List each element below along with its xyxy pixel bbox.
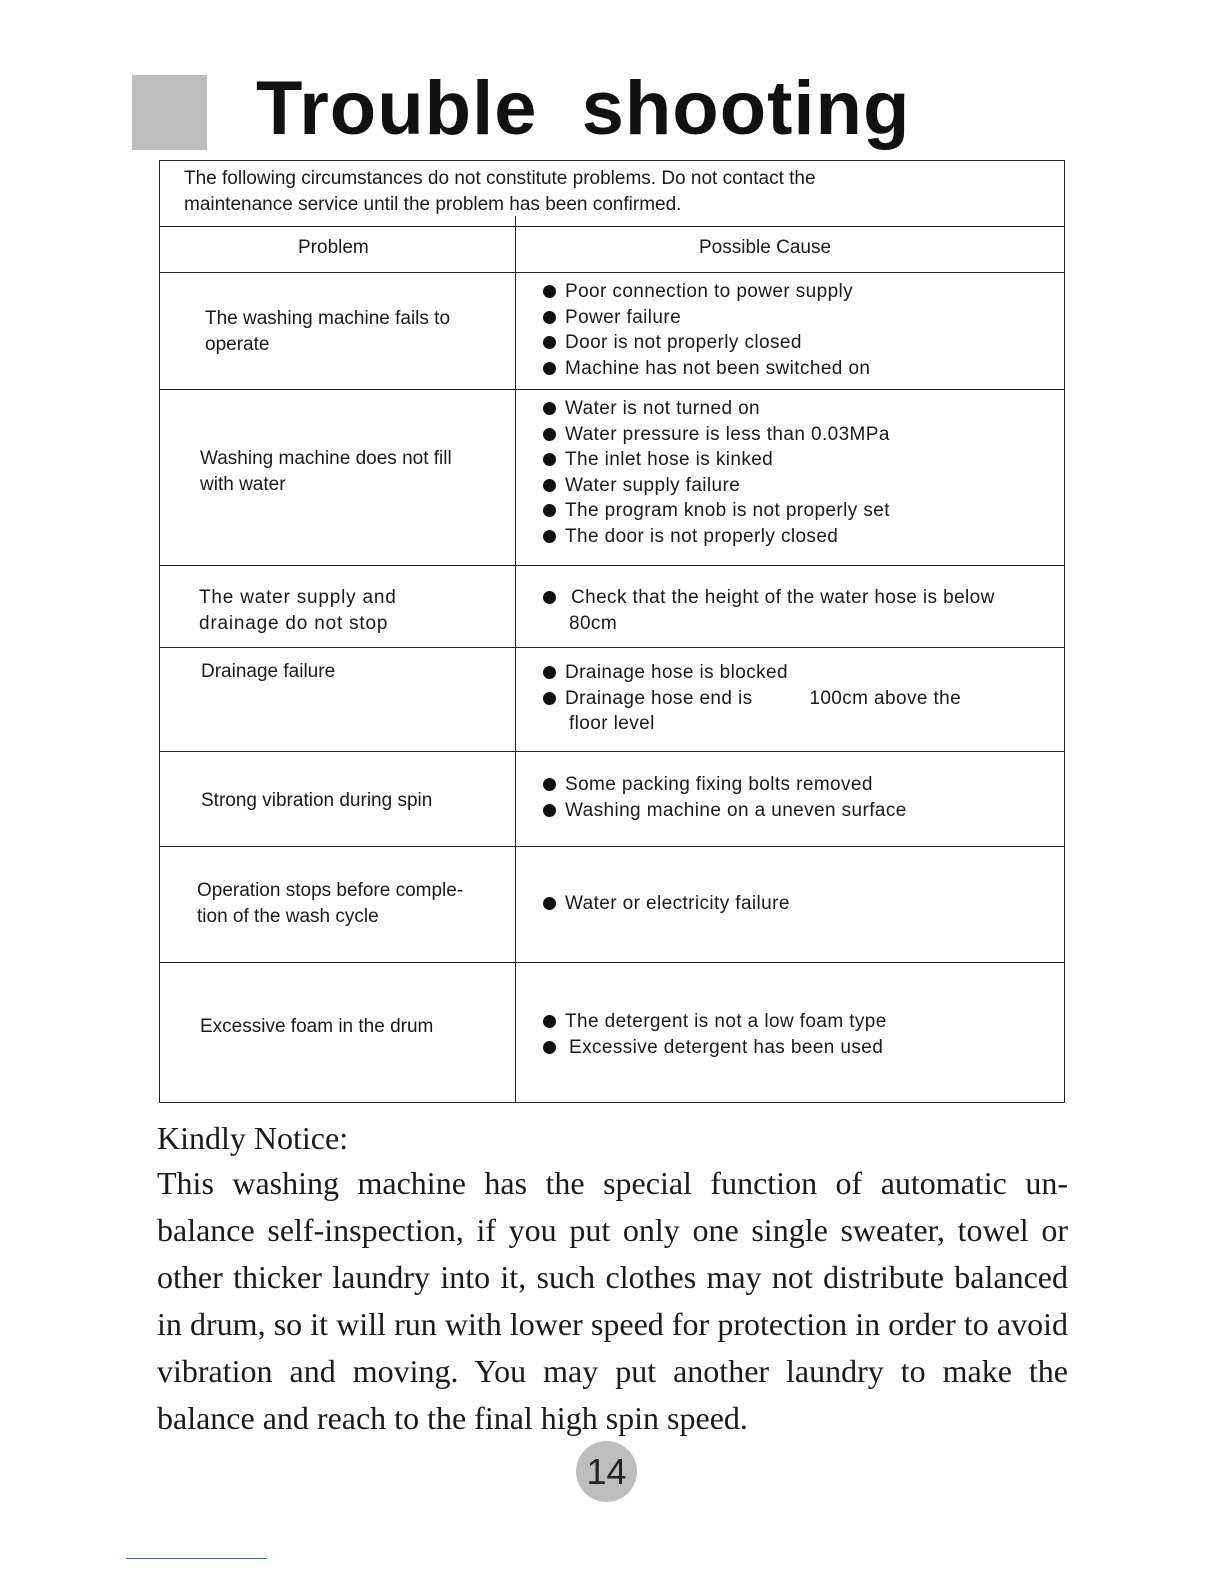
bullet-icon: [543, 1041, 556, 1054]
page-title: Trouble shooting: [256, 66, 911, 151]
bullet-icon: [543, 311, 556, 324]
bullet-icon: [543, 692, 556, 705]
cause-list: [543, 772, 907, 823]
problem-text: Excessive foam in the drum: [200, 1016, 434, 1037]
problem-cell: [200, 446, 452, 498]
notice-heading: Kindly Notice:: [157, 1120, 349, 1156]
problem-cell: [201, 788, 432, 814]
cause-item: [543, 447, 890, 473]
problem-text: with water: [200, 474, 286, 495]
intro-line-2: maintenance service until the problem has been confirmed.: [184, 194, 682, 215]
cause-continuation: floor level: [569, 713, 655, 734]
cause-list: [543, 396, 890, 549]
cause-text: Machine has not been switched on: [565, 357, 871, 379]
cause-text: The inlet hose is kinked: [565, 449, 774, 470]
row-divider: [160, 962, 1064, 963]
bullet-icon: [543, 428, 556, 441]
problem-cell: [200, 1014, 433, 1040]
cause-item: [543, 396, 890, 422]
troubleshooting-table: [159, 160, 1065, 1103]
problem-cell: [197, 878, 463, 930]
cause-item: [543, 473, 890, 499]
header-possible-cause: Possible Cause: [699, 237, 832, 258]
cause-text: Door is not properly closed: [565, 332, 802, 353]
cause-list: [543, 891, 790, 917]
bullet-icon: [543, 778, 556, 791]
cause-item: [543, 798, 907, 824]
problem-cell: [201, 659, 335, 685]
bullet-icon: [543, 897, 556, 910]
row-divider: [160, 647, 1064, 648]
cause-text: Power failure: [565, 306, 682, 328]
cause-list: [543, 1009, 887, 1060]
intro-line-1: The following circumstances do not constitute problems. Do not contact the: [184, 168, 816, 189]
cause-item: [543, 686, 961, 712]
bullet-icon: [543, 591, 556, 604]
cause-text: Washing machine on a uneven surface: [565, 799, 907, 821]
title-square-decoration: [132, 75, 207, 150]
bullet-icon: [543, 362, 556, 375]
table-intro: [160, 161, 1064, 227]
problem-text: drainage do not stop: [199, 613, 389, 634]
problem-text: The washing machine fails to: [205, 308, 451, 329]
bullet-icon: [543, 504, 556, 517]
cause-item: [543, 585, 995, 611]
bullet-icon: [543, 479, 556, 492]
notice-body: This washing machine has the special function of automatic un-balance self-inspection, if you put only one single sweater, towel or other thicker laundry into it, such clothes may not distribute balanced in drum, so it will run with lower speed for protection in order to avoid vibration and moving. You may put another laundry to make the balance and reach to the final high spin speed.: [157, 1165, 1068, 1436]
cause-list: [543, 585, 995, 636]
cause-item: [543, 891, 790, 917]
cause-item: [543, 356, 870, 382]
cause-list: [543, 660, 961, 737]
bullet-icon: [543, 336, 556, 349]
cause-text: The detergent is not a low foam type: [565, 1011, 887, 1032]
problem-text: Washing machine does not fill: [200, 448, 452, 469]
row-divider: [160, 272, 1064, 273]
bullet-icon: [543, 804, 556, 817]
problem-text: tion of the wash cycle: [197, 906, 379, 927]
problem-text: Drainage failure: [201, 661, 336, 682]
cause-text: Some packing fixing bolts removed: [565, 774, 873, 795]
cause-item: [543, 330, 870, 356]
cause-text: Check that the height of the water hose is below: [571, 587, 995, 608]
row-divider: [160, 751, 1064, 752]
bullet-icon: [543, 530, 556, 543]
cause-item: [543, 660, 961, 686]
page-number: 14: [586, 1450, 627, 1492]
cause-item: [543, 1009, 887, 1035]
cause-text: Water or electricity failure: [565, 893, 790, 914]
row-divider: [160, 565, 1064, 566]
cause-item: [543, 422, 890, 448]
problem-cell: [205, 306, 450, 358]
bullet-icon: [543, 1015, 556, 1028]
cause-item: [543, 498, 890, 524]
bullet-icon: [543, 666, 556, 679]
problem-text: Operation stops before comple-: [197, 880, 464, 901]
cause-text: The door is not properly closed: [565, 525, 839, 547]
cause-item: [543, 772, 907, 798]
cause-continuation: 80cm: [569, 612, 618, 634]
problem-text: operate: [205, 334, 270, 355]
bullet-icon: [543, 402, 556, 415]
cause-text: Excessive detergent has been used: [569, 1036, 884, 1058]
cause-text: Poor connection to power supply: [565, 281, 854, 302]
column-divider: [515, 216, 516, 1102]
cause-item: [543, 305, 870, 331]
footer-rule: [126, 1558, 267, 1559]
cause-text: Water supply failure: [565, 474, 741, 496]
header-problem: Problem: [298, 237, 369, 258]
bullet-icon: [543, 285, 556, 298]
row-divider: [160, 389, 1064, 390]
problem-cell: [199, 585, 397, 637]
cause-text: Drainage hose end is 100cm above the: [565, 687, 962, 709]
cause-text: The program knob is not properly set: [565, 500, 890, 521]
cause-item: [543, 524, 890, 550]
cause-text: Water is not turned on: [565, 398, 761, 419]
cause-text: Water pressure is less than 0.03MPa: [565, 423, 890, 445]
row-divider: [160, 846, 1064, 847]
page-number-badge: [576, 1441, 637, 1502]
problem-text: Strong vibration during spin: [201, 790, 433, 811]
cause-item: [543, 279, 870, 305]
cause-item: [543, 1035, 887, 1061]
problem-text: The water supply and: [199, 587, 397, 608]
cause-list: [543, 279, 870, 381]
cause-text: Drainage hose is blocked: [565, 662, 788, 683]
bullet-icon: [543, 453, 556, 466]
